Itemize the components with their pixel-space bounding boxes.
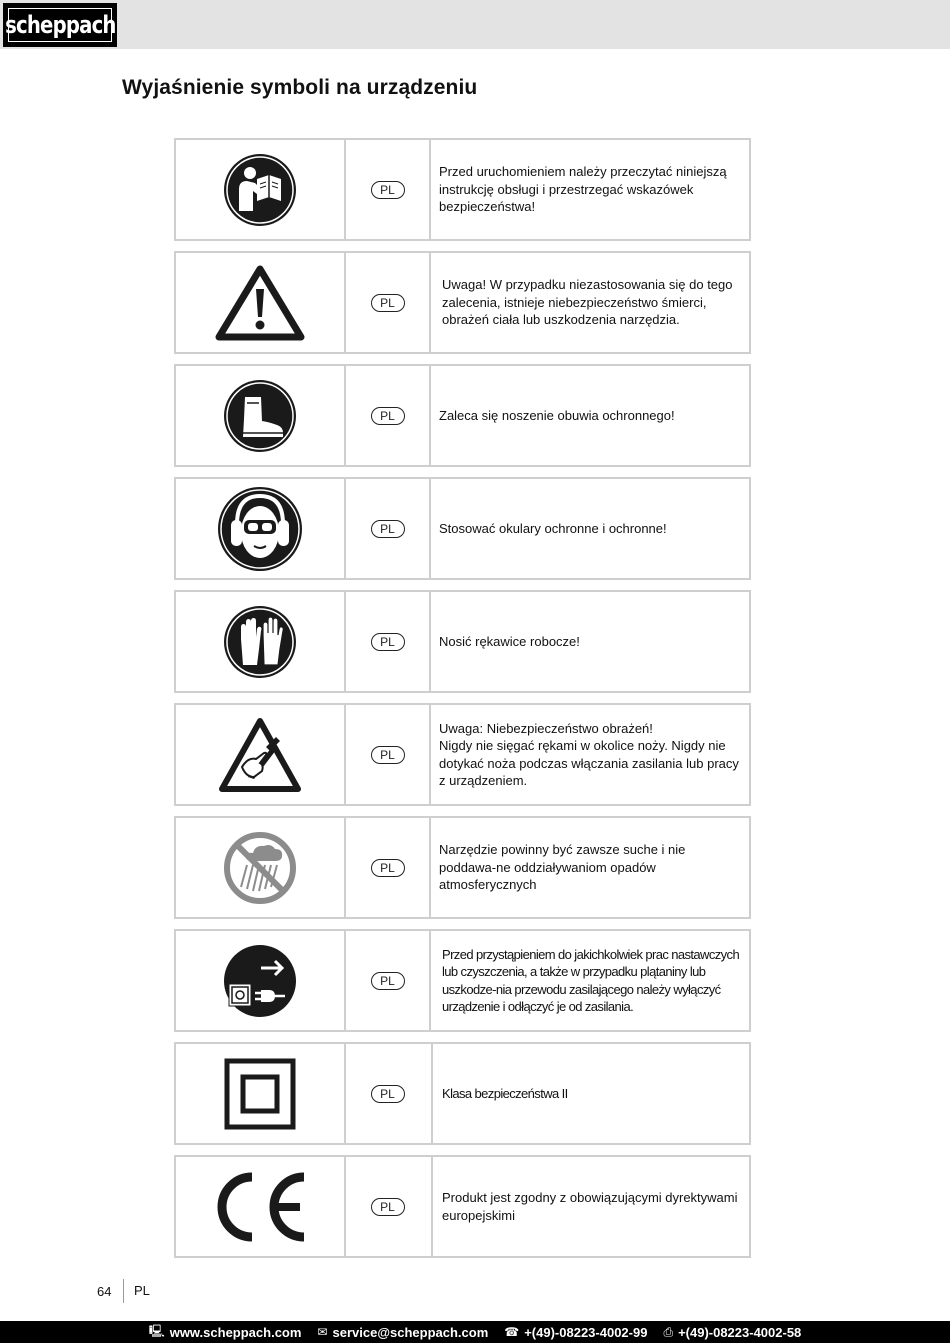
computer-icon: 🖳	[148, 1323, 165, 1338]
symbol-row	[174, 816, 751, 919]
header-bar	[0, 0, 950, 49]
page-number: 64	[97, 1284, 112, 1299]
phone-number: +(49)-08223-4002-99	[524, 1324, 648, 1340]
email-link[interactable]: service@scheppach.com	[332, 1324, 489, 1340]
no-rain-icon	[176, 818, 344, 917]
unplug-icon	[176, 931, 344, 1030]
language-badge: PL	[371, 633, 405, 651]
symbol-description: Przed uruchomieniem należy przeczytać niniejszą instrukcję obsługi i przestrzegać wskazówek bezpieczeństwa!	[439, 164, 727, 215]
phone-icon: ☎	[504, 1325, 520, 1339]
fax-icon: ⎙	[663, 1324, 674, 1339]
language-badge: PL	[371, 1085, 405, 1103]
language-badge: PL	[371, 1198, 405, 1216]
symbol-description: Narzędzie powinny być zawsze suche i nie poddawa-ne oddziaływaniom opadów atmosferycznych	[439, 842, 686, 893]
language-badge: PL	[371, 972, 405, 990]
symbol-row	[174, 138, 751, 241]
page-title: Wyjaśnienie symboli na urządzeniu	[122, 76, 478, 99]
symbol-description: Klasa bezpieczeństwa II	[442, 1085, 568, 1101]
scheppach-logo: scheppach	[3, 3, 117, 47]
language-badge: PL	[371, 181, 405, 199]
page-language: PL	[134, 1283, 150, 1298]
language-badge: PL	[371, 294, 405, 312]
symbol-row	[174, 703, 751, 806]
symbol-description: Stosować okulary ochronne i ochronne!	[439, 520, 667, 536]
symbol-description: Przed przystąpieniem do jakichkolwiek prac nastawczych lub czyszczenia, a także w przypadku plątaniny lub uszkodze-nia przewodu zasilającego należy wyłączyć urządzenie i odłączyć je od zasilania.	[442, 946, 740, 1014]
symbol-row	[174, 1042, 751, 1145]
symbol-description: Uwaga! W przypadku niezastosowania się do tego zalecenia, istnieje niebezpieczeństwo śmierci, obrażeń ciała lub uszkodzenia narzędzia.	[442, 277, 733, 328]
website-link[interactable]: www.scheppach.com	[169, 1324, 302, 1340]
language-badge: PL	[371, 859, 405, 877]
language-badge: PL	[371, 407, 405, 425]
symbol-row	[174, 1155, 751, 1258]
read-manual-icon	[176, 140, 344, 239]
hand-cut-warning-icon	[176, 705, 344, 804]
ce-mark-icon	[176, 1157, 344, 1256]
fax-number: +(49)-08223-4002-58	[678, 1324, 802, 1340]
symbol-row	[174, 477, 751, 580]
goggles-earmuffs-icon	[176, 479, 344, 578]
protection-class-ii-icon	[176, 1044, 344, 1143]
safety-boot-icon	[176, 366, 344, 465]
language-badge: PL	[371, 520, 405, 538]
warning-triangle-icon	[176, 253, 344, 352]
symbol-description: Produkt jest zgodny z obowiązującymi dyrektywami europejskimi	[442, 1190, 738, 1223]
symbol-description: Nosić rękawice robocze!	[439, 633, 580, 649]
symbol-row	[174, 590, 751, 693]
symbol-row	[174, 929, 751, 1032]
symbol-row	[174, 364, 751, 467]
contact-footer	[0, 1321, 950, 1343]
symbol-description: Zaleca się noszenie obuwia ochronnego!	[439, 407, 675, 423]
symbol-description: Uwaga: Niebezpieczeństwo obrażeń! Nigdy nie sięgać rękami w okolice noży. Nigdy nie dotykać noża podczas włączania zasilania lub pracy z urządzeniem.	[439, 720, 739, 788]
symbol-row	[174, 251, 751, 354]
gloves-icon	[176, 592, 344, 691]
mail-icon: ✉	[317, 1325, 328, 1339]
language-badge: PL	[371, 746, 405, 764]
divider	[123, 1279, 124, 1303]
